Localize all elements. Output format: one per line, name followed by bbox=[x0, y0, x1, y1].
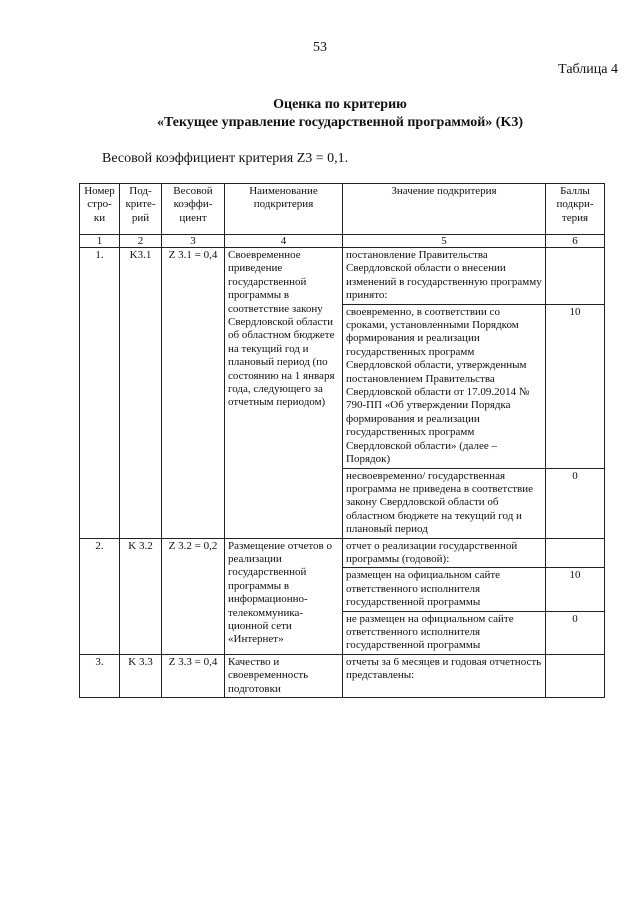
header-cell: Весовой коэффи-циент bbox=[162, 184, 225, 235]
column-number: 6 bbox=[546, 235, 605, 248]
table-row bbox=[80, 248, 605, 305]
header-cell: Наименование подкритерия bbox=[225, 184, 343, 235]
header-row bbox=[80, 184, 605, 235]
subcriterion-name: Своевременное приведение государственной программы в соответствие закону Свердловской области об областном бюджете на текущий год и плановый период (по состоянию на 1 января года, следующего за отчетным периодом) bbox=[225, 248, 343, 539]
subcriterion-value: своевременно, в соответствии со сроками, установленными Порядком формирования и реализации государственных программ Свердловской области, утвержденным постановлением Правительства Свердловской области от 17.09.2014 № 790-ПП «Об утверждении Порядка формирования и реализации государственных программ Свердловской области» (далее – Порядок) bbox=[343, 304, 546, 468]
table-row bbox=[80, 654, 605, 697]
row-number: 2. bbox=[80, 538, 120, 654]
weight-coefficient-text: Весовой коэффициент критерия Z3 = 0,1. bbox=[102, 151, 349, 166]
heading bbox=[0, 96, 640, 132]
subcriterion-code: K 3.3 bbox=[120, 654, 162, 697]
page-number: 53 bbox=[313, 40, 327, 55]
header-cell: Под-крите-рий bbox=[120, 184, 162, 235]
subcriterion-value: отчеты за 6 месяцев и годовая отчетность представлены: bbox=[343, 654, 546, 697]
row-number: 1. bbox=[80, 248, 120, 539]
criteria-table bbox=[79, 183, 605, 698]
subcriterion-score: 10 bbox=[546, 304, 605, 468]
subcriterion-score bbox=[546, 538, 605, 568]
weight-coefficient: Z 3.1 = 0,4 bbox=[162, 248, 225, 539]
subcriterion-value: несвоевременно/ государственная программа не приведена в соответствие закону Свердловской области об областном бюджете на текущий год и плановый период bbox=[343, 468, 546, 538]
column-number: 3 bbox=[162, 235, 225, 248]
weight-coefficient: Z 3.3 = 0,4 bbox=[162, 654, 225, 697]
subcriterion-name: Качество и своевременность подготовки bbox=[225, 654, 343, 697]
table-label: Таблица 4 bbox=[558, 62, 618, 77]
subcriterion-value: не размещен на официальном сайте ответственного исполнителя государственной программы bbox=[343, 611, 546, 654]
subcriterion-value: размещен на официальном сайте ответственного исполнителя государственной программы bbox=[343, 568, 546, 611]
column-number: 5 bbox=[343, 235, 546, 248]
column-number: 4 bbox=[225, 235, 343, 248]
header-cell: Номер стро-ки bbox=[80, 184, 120, 235]
subcriterion-score: 10 bbox=[546, 568, 605, 611]
table-row bbox=[80, 538, 605, 568]
column-number: 1 bbox=[80, 235, 120, 248]
subcriterion-name: Размещение отчетов о реализации государственной программы в информационно-телекоммуника-ционной сети «Интернет» bbox=[225, 538, 343, 654]
heading-line-1: Оценка по критерию bbox=[273, 97, 407, 112]
weight-coefficient: Z 3.2 = 0,2 bbox=[162, 538, 225, 654]
subcriterion-code: K 3.2 bbox=[120, 538, 162, 654]
header-cell: Значение подкритерия bbox=[343, 184, 546, 235]
subcriterion-value: постановление Правительства Свердловской области о внесении изменений в государственную программу принято: bbox=[343, 248, 546, 305]
column-number: 2 bbox=[120, 235, 162, 248]
heading-line-2: «Текущее управление государственной программой» (K3) bbox=[156, 115, 524, 130]
column-number-row bbox=[80, 235, 605, 248]
subcriterion-score bbox=[546, 248, 605, 305]
header-cell: Баллы подкри-терия bbox=[546, 184, 605, 235]
row-number: 3. bbox=[80, 654, 120, 697]
subcriterion-code: K3.1 bbox=[120, 248, 162, 539]
subcriterion-value: отчет о реализации государственной программы (годовой): bbox=[343, 538, 546, 568]
subcriterion-score: 0 bbox=[546, 468, 605, 538]
subcriterion-score bbox=[546, 654, 605, 697]
subcriterion-score: 0 bbox=[546, 611, 605, 654]
